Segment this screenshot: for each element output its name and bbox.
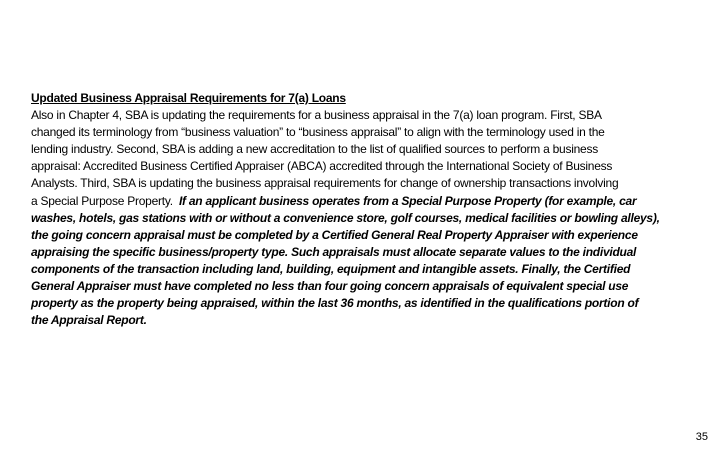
emphasis-line: the Appraisal Report. [31,313,147,328]
document-body [31,90,701,329]
emphasis-line: property as the property being appraised, within the last 36 months, as identified in the qualifications portion of [31,296,639,311]
emphasis-line: appraising the specific business/property type. Such appraisals must allocate separate values to the individual [31,244,637,259]
emphasis-line: General Appraiser must have completed no less than four going concern appraisals of equivalent special use [31,279,629,294]
body-line: appraisal: Accredited Business Certified Appraiser (ABCA) accredited through the International Society of Business [31,159,613,174]
emphasis-line: washes, hotels, gas stations with or without a convenience store, golf courses, medical facilities or bowling alleys), [31,210,660,225]
emphasis-line: the going concern appraisal must be completed by a Certified General Real Property Appraiser with experience [31,227,638,242]
body-line: Also in Chapter 4, SBA is updating the requirements for a business appraisal in the 7(a) loan program. First, SBA [31,108,602,123]
body-line: lending industry. Second, SBA is adding a new accreditation to the list of qualified sources to perform a business [31,142,598,157]
emphasis-text: If an applicant business operates from a Special Purpose Property (for example, car [178,193,637,208]
page-number: 35 [695,431,708,443]
body-line: changed its terminology from “business valuation” to “business appraisal” to align with the terminology used in the [31,125,605,140]
body-line-mixed [31,193,701,210]
emphasis-line: components of the transaction including land, building, equipment and intangible assets. Finally, the Certified [31,261,631,276]
section-title: Updated Business Appraisal Requirements for 7(a) Loans [31,91,346,105]
plain-text: a Special Purpose Property. [31,193,179,208]
body-line: Analysts. Third, SBA is updating the business appraisal requirements for change of ownership transactions involving [31,176,619,191]
